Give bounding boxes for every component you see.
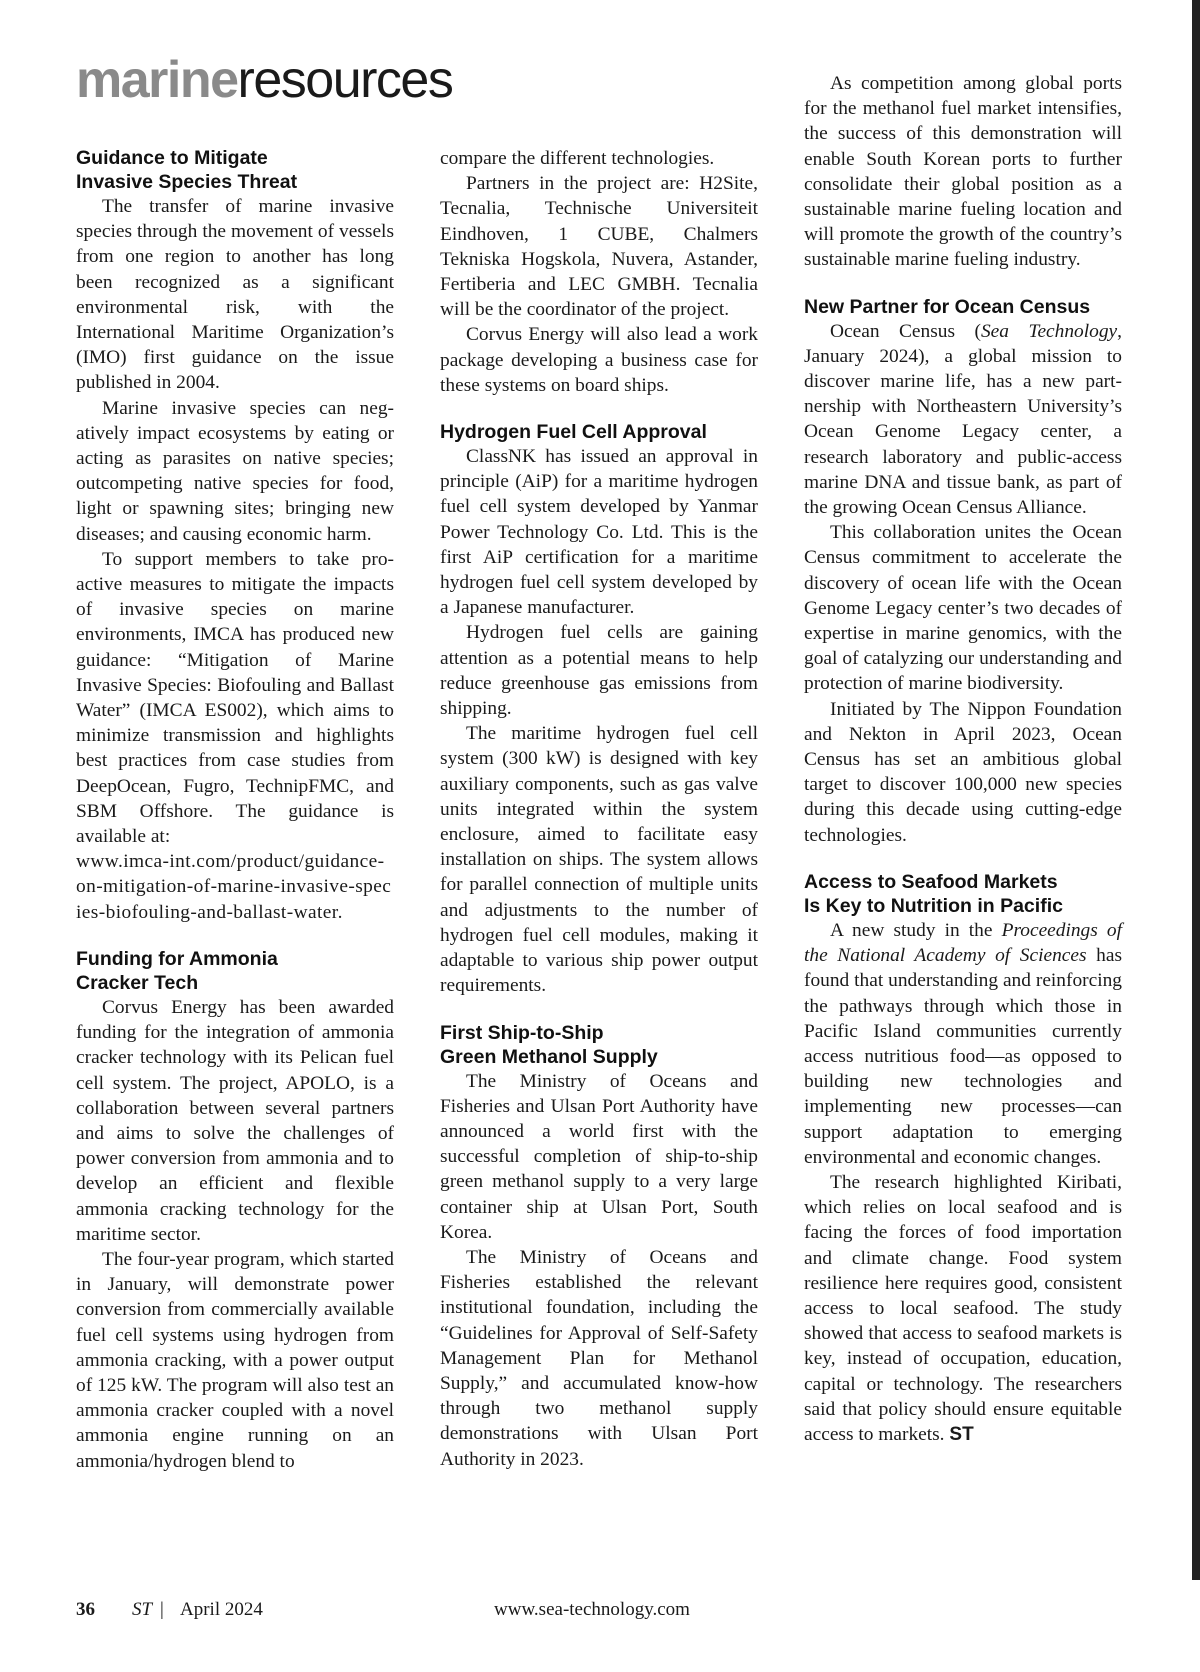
imca-guidance-url: www.imca-int.com/product/guidance-on-mitigation-of-marine-invasive-species-biofouling-and-ballast-water. [76, 851, 392, 923]
title-line: Funding for Ammonia [76, 947, 278, 970]
masthead-bold-word: marine [76, 51, 238, 109]
article-title-ocean-census: New Partner for Ocean Census [804, 295, 1091, 318]
publication-abbrev: ST [132, 1599, 153, 1620]
paragraph: Corvus Energy has been awarded funding for the integration of ammonia cracker technology with its Pelican fuel cell system. The project, APOLO, is a collaboration between several partners and aims to solve the challenges of power conversion from ammonia and to develop an efficient and flexible ammonia cracking technology for the maritime sector. [76, 996, 394, 1245]
title-line: Guidance to Mitigate [76, 147, 268, 169]
paragraph: The Ministry of Oceans and Fisheries and Ulsan Port Authority have announced a world first with the successful completion of ship-to-ship green methanol supply to a very large container ship at Ulsan Port, South Korea. [440, 1070, 758, 1243]
issue-date: April 2024 [180, 1599, 263, 1620]
title-line: Is Key to Nutrition in Pacific [804, 894, 1063, 917]
masthead-light-word: resources [237, 51, 453, 109]
paragraph: Partners in the project are: H2Site, Tecnalia, Technische Universiteit Eindhoven, 1 CUBE, Chalmers Tekniska Hogskola, Nuvera, Astander, Fertiberia and LEC GMBH. Tecnalia will be the coordinator of the project. [440, 173, 758, 321]
page-edge-rule [1192, 0, 1200, 1580]
column-3 [804, 71, 1122, 1447]
article-title-seafood-markets [804, 870, 1122, 918]
website-link[interactable]: www.sea-technology.com [494, 1599, 690, 1620]
paragraph: The four-year program, which started in January, will demonstrate power conversion from commercially available fuel cell systems using hydrogen from ammonia cracking, with a power output of 125 kW. The program will also test an ammonia cracker coupled with a novel ammonia engine running on an ammonia/hydrogen blend to [76, 1248, 394, 1472]
paragraph: Hydrogen fuel cells are gaining attention as a potential means to help reduce greenhouse gas emissions from shipping. [440, 622, 758, 720]
paragraph: This collaboration unites the Ocean Census commitment to accelerate the discovery of ocean life with the Ocean Genome Legacy center’s two decades of expertise in marine genomics, with the goal of catalyzing our understanding and protection of marine biodiversity. [804, 522, 1122, 695]
article-title-green-methanol [440, 1021, 758, 1069]
footer-separator: | [160, 1599, 164, 1620]
paragraph [804, 1170, 1122, 1447]
paragraph: As competition among global ports for the methanol fuel market intensifies, the success of this demonstration will enable South Korean ports to further consolidate their global position as a sustainable marine fueling location and will promote the growth of the country’s sustainable marine fueling industry. [804, 73, 1122, 271]
title-line: Invasive Species Threat [76, 171, 298, 193]
paragraph-continued: compare the different technologies. [440, 148, 715, 169]
paragraph: Corvus Energy will also lead a work package developing a business case for these systems on board ships. [440, 324, 758, 396]
title-line: Access to Seafood Markets [804, 870, 1058, 893]
text-run: A new study in the [830, 919, 1002, 941]
publication-name: Sea Technology [980, 320, 1118, 342]
journal-name: Proceedings of the National Academy of Sciences [804, 919, 1122, 967]
paragraph: Initiated by The Nippon Foundation and Nekton in April 2023, Ocean Census has set an ambitious global target to discover 100,000 new species during this decade using cutting-edge technologies. [804, 698, 1122, 846]
title-line: Cracker Tech [76, 971, 199, 994]
text-run: Ocean Census ( [830, 320, 981, 342]
title-line: First Ship-to-Ship [440, 1021, 604, 1044]
column-2 [440, 146, 758, 1472]
title-line: Green Methanol Supply [440, 1045, 658, 1068]
paragraph: The transfer of marine invasive species through the movement of vessels from one region to another has long been recognized as a significant environmental risk, with the International Maritime Organization’s (IMO) first guidance on the issue published in 2004. [76, 196, 394, 394]
section-masthead [76, 51, 453, 109]
text-run: , January 2024), a global mission to discover marine life, has a new partnership with Northeastern University’s Ocean Genome Legacy center, a research laboratory and public-access marine DNA and tissue bank, as part of the growing Ocean Census Alliance. [804, 320, 1122, 519]
paragraph [804, 319, 1122, 521]
article-title-invasive-species [76, 146, 394, 194]
paragraph: The maritime hydrogen fuel cell system (300 kW) is designed with key auxiliary components, such as gas valve units integrated within the system enclosure, aimed to facilitate easy installation on ships. The system allows for parallel connection of multiple units and adjustments to the number of hydrogen fuel cell modules, making it adaptable to various ship power output requirements. [440, 723, 758, 997]
end-of-section-mark: ST [949, 1423, 974, 1445]
article-title-hydrogen-fuel-cell: Hydrogen Fuel Cell Approval [440, 421, 707, 444]
text-run: has found that understanding and reinforcing the pathways through which those in Pacific Island communities currently access nutritious food—as opposed to building new technologies and implementing new processes—can support adaptation to emerging environmental and economic changes. [804, 945, 1123, 1168]
paragraph: ClassNK has issued an approval in principle (AiP) for a maritime hydrogen fuel cell system developed by Yanmar Power Technology Co. Ltd. This is the first AiP certification for a maritime hydrogen fuel cell system developed by a Japanese manufacturer. [440, 446, 758, 619]
paragraph: Marine invasive species can negatively impact ecosystems by eating or acting as parasites on native species; outcompeting native species for food, light or spawning sites; bringing new diseases; and causing economic harm. [76, 397, 394, 545]
paragraph: The Ministry of Oceans and Fisheries established the relevant institutional foundation, including the “Guidelines for Approval of Self-Safety Management Plan for Methanol Supply,” and accumulated know-how through two methanol supply demonstrations with Ulsan Port Authority in 2023. [440, 1246, 758, 1470]
article-title-ammonia-cracker [76, 947, 394, 995]
page-number: 36 [76, 1599, 95, 1620]
paragraph [804, 918, 1122, 1170]
paragraph: To support members to take proactive measures to mitigate the impacts of invasive species on marine environments, IMCA has produced new guidance: “Mitigation of Marine Invasive Species: Biofouling and Ballast Water” (IMCA ES002), which aims to minimize transmission and highlights best practices from case studies from DeepOcean, Fugro, TechnipFMC, and SBM Offshore. The guidance is available at: [76, 548, 394, 848]
column-1 [76, 146, 394, 1474]
text-run: The research highlighted Kiribati, which relies on local seafood and is facing the forces of food importation and climate change. Food system resilience here requires good, consistent access to local seafood. The study showed that access to seafood markets is key, instead of occupation, education, capital or technology. The researchers said that policy should ensure equitable access to markets. [804, 1171, 1122, 1445]
